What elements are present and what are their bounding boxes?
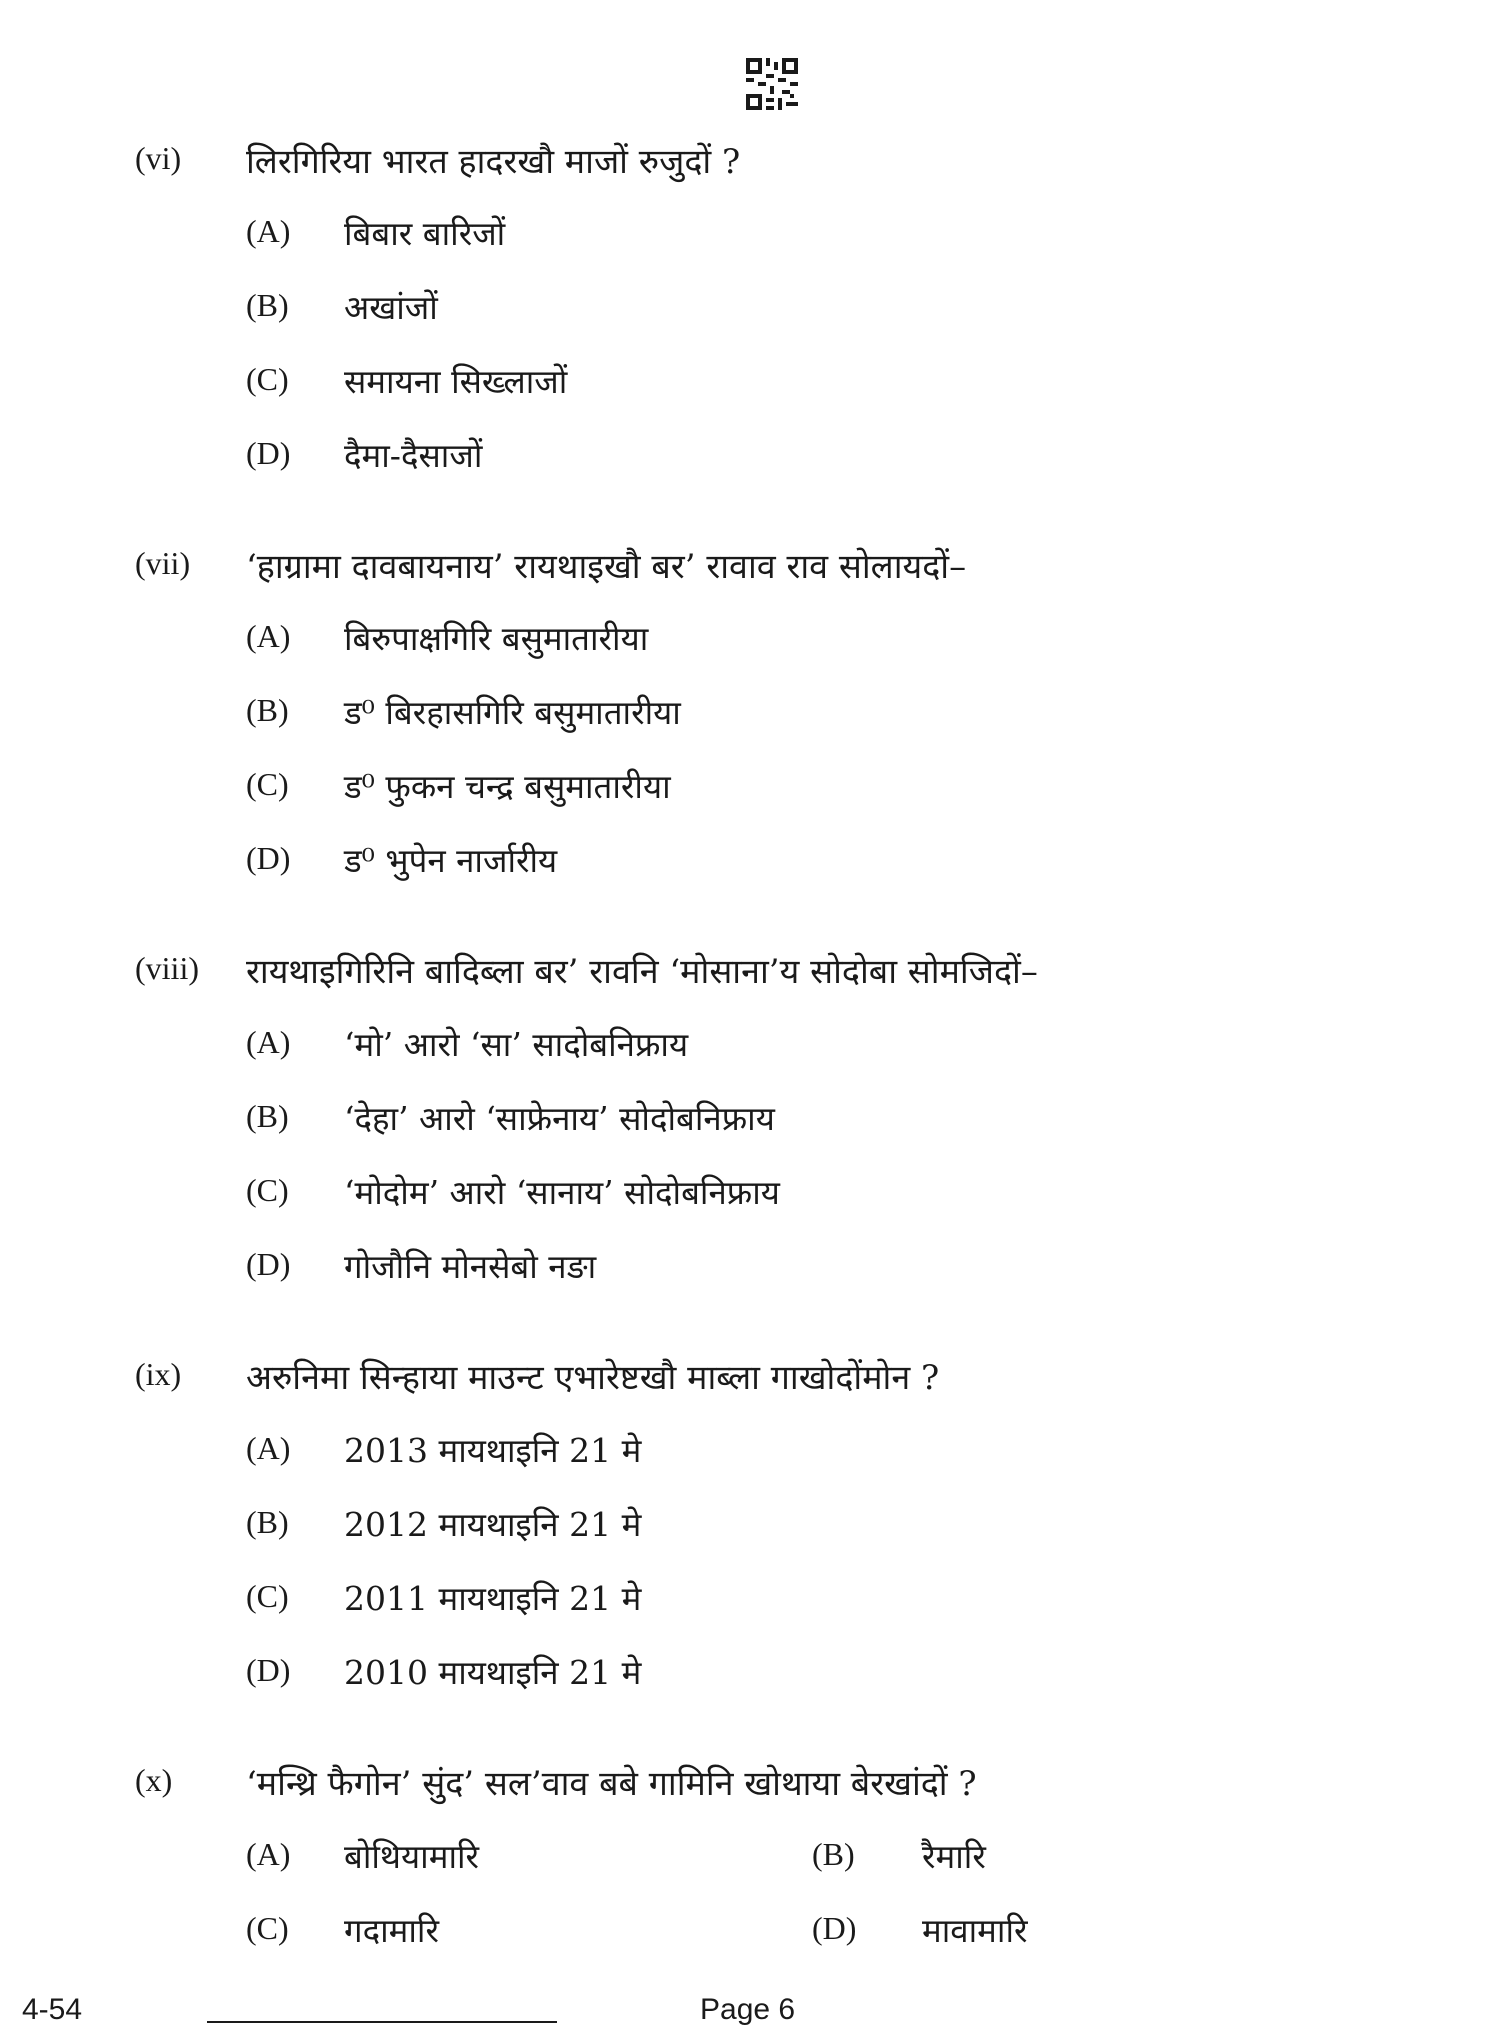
option-text: बिरुपाक्षगिरि बसुमातारीया [344, 619, 649, 658]
option-text: 2011 मायथाइनि 21 मे [344, 1579, 642, 1618]
question-text: ‘हाग्रामा दावबायनाय’ रायथाइखौ बर’ रावाव राव सोलायदों– [246, 547, 967, 587]
option-label: (D) [246, 840, 291, 876]
question-text: ‘मन्थ्रि फैगोन’ सुंद’ सल’वाव बबे गामिनि खोथाया बेरखांदों ? [246, 1764, 977, 1804]
question-text: रायथाइगिरिनि बादिब्ला बर’ रावनि ‘मोसाना’य सोदोबा सोमजिदों– [246, 952, 1038, 992]
question-number: (vii) [135, 545, 191, 581]
qr-code-icon [746, 58, 798, 110]
option-label: (D) [246, 1246, 291, 1282]
option-text: ड⁰ बिरहासगिरि बसुमातारीया [344, 693, 681, 732]
option-text: गदामारि [344, 1911, 439, 1950]
option-label: (C) [246, 766, 289, 802]
option-label: (D) [812, 1910, 857, 1946]
footer-divider [207, 2021, 557, 2023]
question-number: (ix) [135, 1356, 182, 1392]
option-label: (D) [246, 1652, 291, 1688]
option-text: ‘मो’ आरो ‘सा’ सादोबनिफ्राय [344, 1025, 689, 1064]
question-number: (x) [135, 1762, 173, 1798]
page-number: Page 6 [700, 1993, 796, 2026]
option-label: (C) [246, 1578, 289, 1614]
question-number: (vi) [135, 140, 182, 176]
option-label: (A) [246, 1024, 291, 1060]
option-label: (B) [812, 1836, 855, 1872]
option-text: अखांजों [344, 288, 438, 327]
option-label: (C) [246, 1910, 289, 1946]
option-label: (A) [246, 1836, 291, 1872]
option-text: बिबार बारिजों [344, 214, 506, 253]
paper-code: 4-54 [22, 1993, 83, 2026]
option-label: (A) [246, 618, 291, 654]
option-text: मावामारि [922, 1911, 1028, 1950]
option-text: ड⁰ भुपेन नार्जारीय [344, 841, 558, 880]
option-label: (C) [246, 1172, 289, 1208]
option-text: गोजौनि मोनसेबो नङा [344, 1247, 597, 1286]
option-label: (B) [246, 1098, 289, 1134]
option-text: ‘मोदोम’ आरो ‘सानाय’ सोदोबनिफ्राय [344, 1173, 780, 1212]
option-text: 2012 मायथाइनि 21 मे [344, 1505, 642, 1544]
option-text: समायना सिख्लाजों [344, 362, 568, 401]
option-text: ‘देहा’ आरो ‘साफ्रेनाय’ सोदोबनिफ्राय [344, 1099, 775, 1138]
question-number: (viii) [135, 950, 199, 986]
option-label: (A) [246, 1430, 291, 1466]
question-text: लिरगिरिया भारत हादरखौ माजों रुजुदों ? [246, 142, 741, 182]
option-label: (B) [246, 1504, 289, 1540]
option-text: ड⁰ फुकन चन्द्र बसुमातारीया [344, 767, 671, 806]
option-text: बोथियामारि [344, 1837, 480, 1876]
option-text: रैमारि [922, 1837, 986, 1876]
option-text: 2013 मायथाइनि 21 मे [344, 1431, 642, 1470]
option-label: (A) [246, 213, 291, 249]
question-text: अरुनिमा सिन्हाया माउन्ट एभारेष्टखौ माब्ला गाखोदोंमोन ? [246, 1358, 940, 1398]
option-label: (D) [246, 435, 291, 471]
option-label: (C) [246, 361, 289, 397]
option-text: दैमा-दैसाजों [344, 436, 483, 475]
option-label: (B) [246, 287, 289, 323]
option-label: (B) [246, 692, 289, 728]
option-text: 2010 मायथाइनि 21 मे [344, 1653, 642, 1692]
